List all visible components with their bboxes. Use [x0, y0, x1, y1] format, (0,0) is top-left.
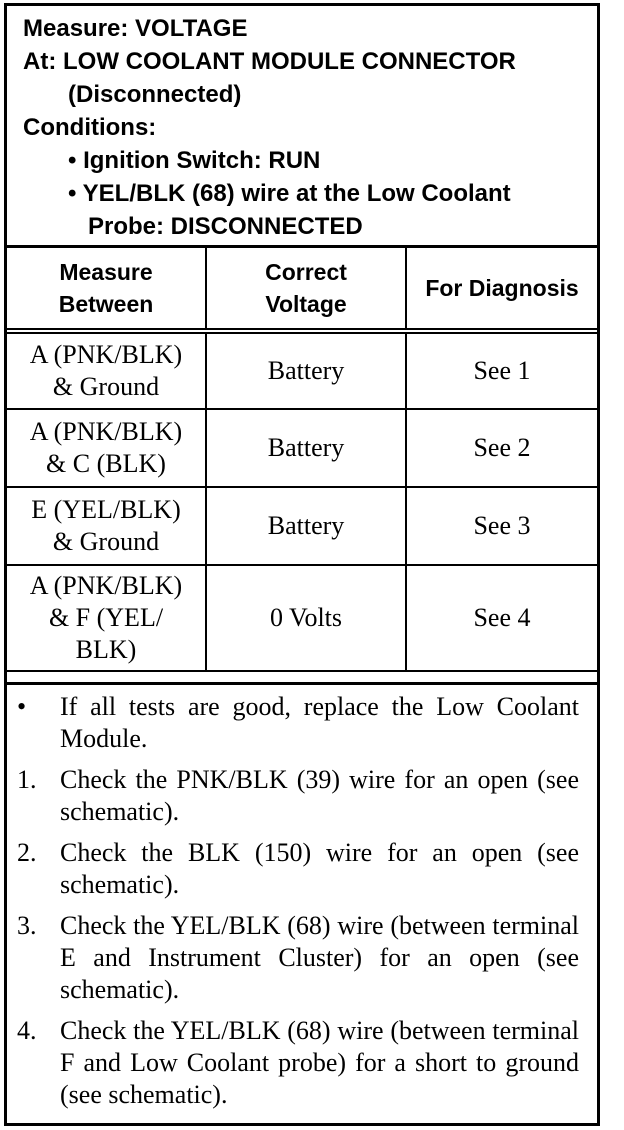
cell-voltage: Battery — [206, 409, 406, 487]
diagnosis-notes — [7, 682, 597, 1120]
note-item — [17, 910, 579, 1006]
col-header-line: For Diagnosis — [425, 275, 579, 301]
col-header-measure-between — [7, 248, 206, 331]
cell-diagnosis: See 1 — [406, 331, 597, 409]
cell-measure-between — [7, 565, 206, 671]
note-text: Check the YEL/BLK (68) wire (between terminal F and Low Coolant probe) for a short to ground (see schematic). — [60, 1016, 579, 1109]
col-header-correct-voltage — [206, 248, 406, 331]
table-header-row — [7, 248, 597, 331]
cell-line: & F (YEL/ — [48, 603, 164, 632]
cell-voltage: 0 Volts — [206, 565, 406, 671]
note-marker: 3. — [17, 911, 37, 940]
conditions-label: Conditions: — [23, 114, 157, 141]
table-row — [7, 487, 597, 565]
col-header-for-diagnosis — [406, 248, 597, 331]
note-item — [17, 764, 579, 828]
note-item — [17, 837, 579, 901]
bullet-mark: • — [68, 147, 77, 174]
table-row — [7, 409, 597, 487]
condition-text: YEL/BLK (68) wire at the Low Coolant — [82, 180, 511, 207]
cell-line: A (PNK/BLK) — [29, 417, 183, 446]
cell-voltage: Battery — [206, 487, 406, 565]
condition-item — [23, 144, 597, 177]
cell-line: E (YEL/BLK) — [31, 495, 181, 524]
cell-line: A (PNK/BLK) — [29, 340, 183, 369]
cell-measure-between — [7, 331, 206, 409]
cell-diagnosis: See 2 — [406, 409, 597, 487]
col-header-line: Between — [58, 291, 154, 317]
cell-measure-between — [7, 487, 206, 565]
note-marker: • — [17, 692, 27, 721]
condition-continuation: Probe: DISCONNECTED — [88, 213, 363, 240]
measure-line: Measure: VOLTAGE — [23, 15, 248, 42]
note-item — [17, 691, 579, 755]
test-conditions-header — [7, 6, 597, 248]
table-row — [7, 331, 597, 409]
cell-measure-between — [7, 409, 206, 487]
note-marker: 1. — [17, 765, 37, 794]
cell-voltage: Battery — [206, 331, 406, 409]
cell-line: BLK) — [75, 635, 137, 664]
note-text: Check the YEL/BLK (68) wire (between terminal E and Instrument Cluster) for an open (see schematic). — [60, 911, 579, 1004]
at-note: (Disconnected) — [68, 81, 242, 108]
note-text: If all tests are good, replace the Low Coolant Module. — [60, 692, 579, 753]
cell-diagnosis: See 3 — [406, 487, 597, 565]
note-text: Check the BLK (150) wire for an open (see schematic). — [60, 838, 579, 899]
note-item — [17, 1015, 579, 1111]
note-text: Check the PNK/BLK (39) wire for an open (see schematic). — [60, 765, 579, 826]
condition-item — [23, 177, 597, 210]
col-header-line: Measure — [59, 259, 153, 285]
table-row — [7, 565, 597, 671]
note-marker: 4. — [17, 1016, 37, 1045]
col-header-line: Correct — [265, 259, 347, 285]
diagnostic-chart — [4, 3, 600, 1126]
voltage-table — [7, 248, 597, 672]
col-header-line: Voltage — [265, 291, 347, 317]
cell-line: & Ground — [52, 372, 160, 401]
at-line: At: LOW COOLANT MODULE CONNECTOR — [23, 48, 516, 75]
cell-line: A (PNK/BLK) — [29, 571, 183, 600]
bullet-mark: • — [68, 180, 77, 207]
cell-line: & Ground — [52, 527, 160, 556]
cell-diagnosis: See 4 — [406, 565, 597, 671]
note-marker: 2. — [17, 838, 37, 867]
cell-line: & C (BLK) — [46, 449, 166, 478]
condition-text: Ignition Switch: RUN — [83, 147, 321, 174]
